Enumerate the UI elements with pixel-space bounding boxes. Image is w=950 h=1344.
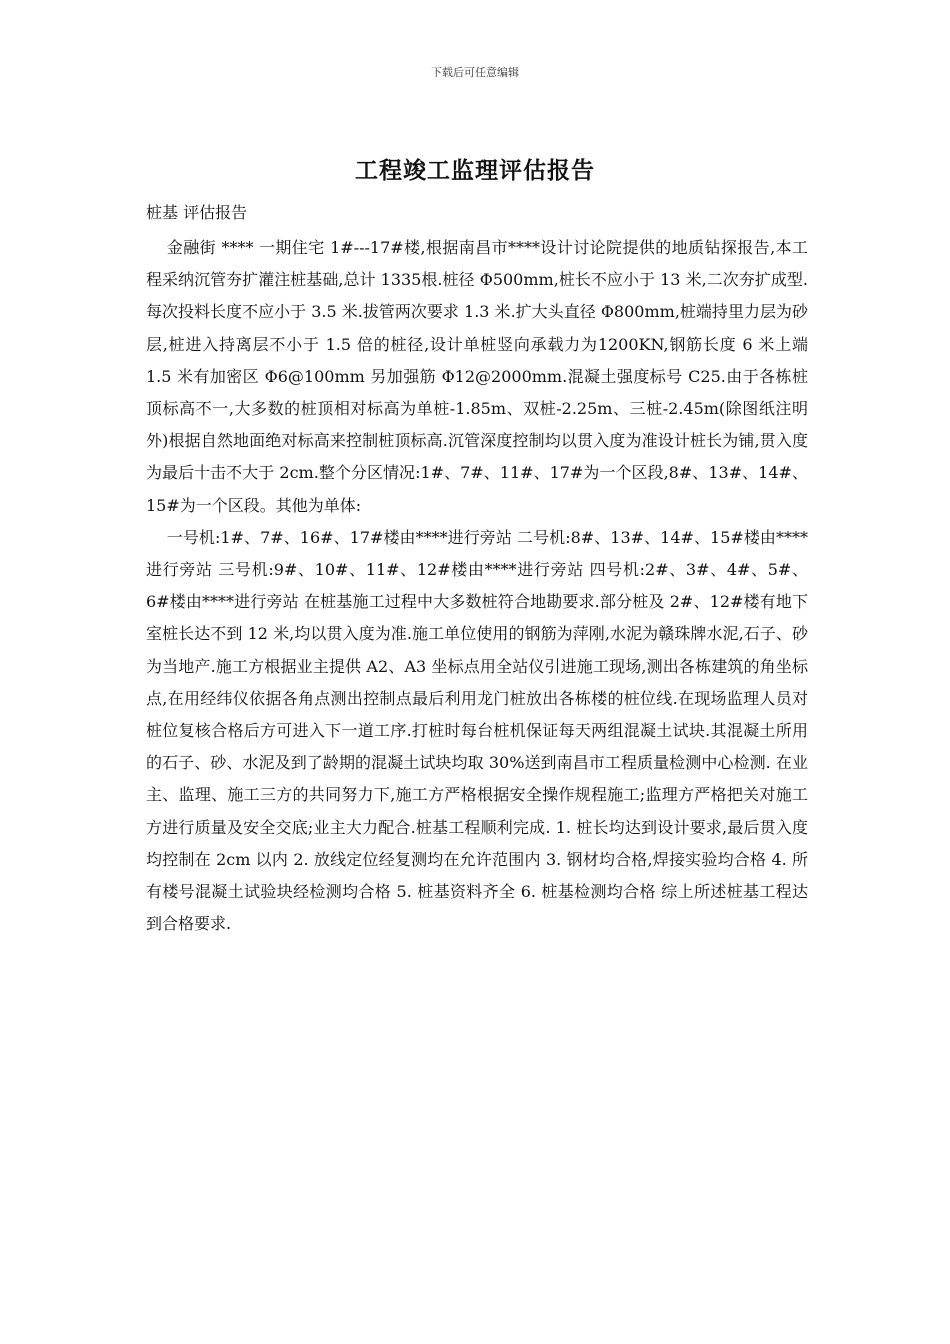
document-subtitle: 桩基 评估报告 (146, 203, 248, 222)
body-paragraph: 金融街 **** 一期住宅 1#---17#楼,根据南昌市****设计讨论院提供的地质钻探报告,本工程采纳沉管夯扩灌注桩基础,总计 1335根.桩径 Φ500mm,桩长不应小于 13 米,二次夯扩成型.每次投料长度不应小于 3.5 米.拔管两次要求 1.3 米.扩大头直径 Φ800mm,桩端持里力层为砂层,桩进入持离层不小于 1.5 倍的桩径,设计单桩竖向承载力为1200KN,钢筋长度 6 米上端 1.5 米有加密区 Φ6@100mm 另加强筋 Φ12@2000mm.混凝土强度标号 C25.由于各栋桩顶标高不一,大多数的桩顶相对标高为单桩-1.85m、双桩-2.25m、三桩-2.45m(除图纸注明外)根据自然地面绝对标高来控制桩顶标高.沉管深度控制均以贯入度为准设计桩长为铺,贯入度为最后十击不大于 2cm.整个分区情况:1#、7#、11#、17#为一个区段,8#、13#、14#、15#为一个区段。其他为单体: (146, 238, 808, 515)
body-paragraph: 一号机:1#、7#、16#、17#楼由****进行旁站 二号机:8#、13#、14#、15#楼由****进行旁站 三号机:9#、10#、11#、12#楼由****进行旁站 四号机:2#、3#、4#、5#、6#楼由****进行旁站 在桩基施工过程中大多数桩符合地勘要求.部分桩及 2#、12#楼有地下室桩长达不到 12 米,均以贯入度为准.施工单位使用的钢筋为萍刚,水泥为赣珠牌水泥,石子、砂为当地产.施工方根据业主提供 A2、A3 坐标点用全站仪引进施工现场,测出各栋建筑的角坐标点,在用经纬仪依据各角点测出控制点最后利用龙门桩放出各栋楼的桩位线.在现场监理人员对桩位复核合格后方可进入下一道工序.打桩时每台桩机保证每天两组混凝土试块.其混凝土所用的石子、砂、水泥及到了龄期的混凝土试块均取 30%送到南昌市工程质量检测中心检测. 在业主、监理、施工三方的共同努力下,施工方严格根据安全操作规程施工;监理方严格把关对施工方进行质量及安全交底;业主大力配合.桩基工程顺利完成. 1. 桩长均达到设计要求,最后贯入度均控制在 2cm 以内 2. 放线定位经复测均在允许范围内 3. 钢材均合格,焊接实验均合格 4. 所有楼号混凝土试验块经检测均合格 5. 桩基资料齐全 6. 桩基检测均合格 综上所述桩基工程达到合格要求. (146, 527, 808, 934)
document-body (146, 232, 808, 940)
header-note: 下载后可任意编辑 (431, 66, 519, 79)
document-title: 工程竣工监理评估报告 (355, 157, 595, 184)
